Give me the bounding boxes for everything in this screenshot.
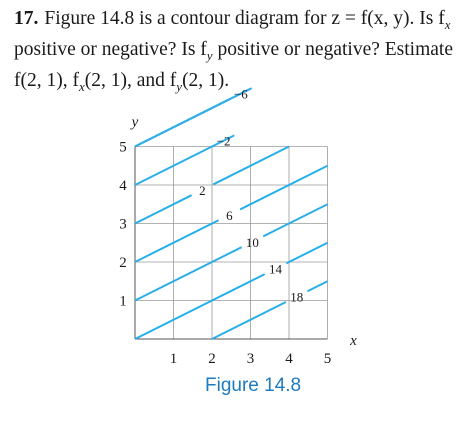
x-tick-label: 3 [246,351,255,367]
subscript-x: x [444,16,451,32]
figure-caption: Figure 14.8 [205,375,302,396]
problem-line1-text: Figure 14.8 is a contour diagram for z = f(x, y). Is f [44,8,445,29]
contour-label: −2 [216,133,231,149]
problem-line2a-text: positive or negative? Is f [14,38,207,60]
contour-label: −6 [233,86,248,102]
problem-number: 17. [14,8,39,29]
contour-label: 6 [226,207,233,223]
problem-line3-text: f(2, 1), f [14,69,79,91]
subscript-x-2: x [78,78,85,94]
contour-line [213,147,289,185]
contour-line [286,243,327,264]
contour-label: 10 [245,234,259,250]
contour-line [307,281,327,291]
contour-line [135,274,265,339]
contour-label: 14 [269,261,283,277]
x-tick-label: 4 [285,351,293,367]
x-axis-label: x [350,333,357,349]
subscript-y-2: y [176,78,183,94]
y-tick-label: 4 [119,178,127,194]
x-tick-label: 2 [208,351,216,367]
problem-line2b-text: positive or negative? Estimate [212,38,453,60]
contour-line [212,302,286,339]
y-tick-label: 2 [119,255,127,271]
contour-label: 2 [199,182,206,198]
problem-line3-end: (2, 1). [182,69,230,91]
contour-line [240,166,327,210]
x-tick-label: 5 [323,351,332,367]
contour-line [263,204,327,236]
x-tick-label: 1 [169,351,178,367]
contour-line [135,220,219,262]
subscript-y: y [206,47,213,63]
y-axis-label: y [131,114,139,131]
problem-line3-mid: (2, 1), and f [84,69,177,91]
contour-line [135,247,242,300]
contour-label: 18 [290,289,304,305]
contour-line [135,195,192,223]
y-tick-label: 5 [119,139,127,156]
y-tick-label: 1 [119,293,127,310]
y-tick-label: 3 [119,216,127,233]
